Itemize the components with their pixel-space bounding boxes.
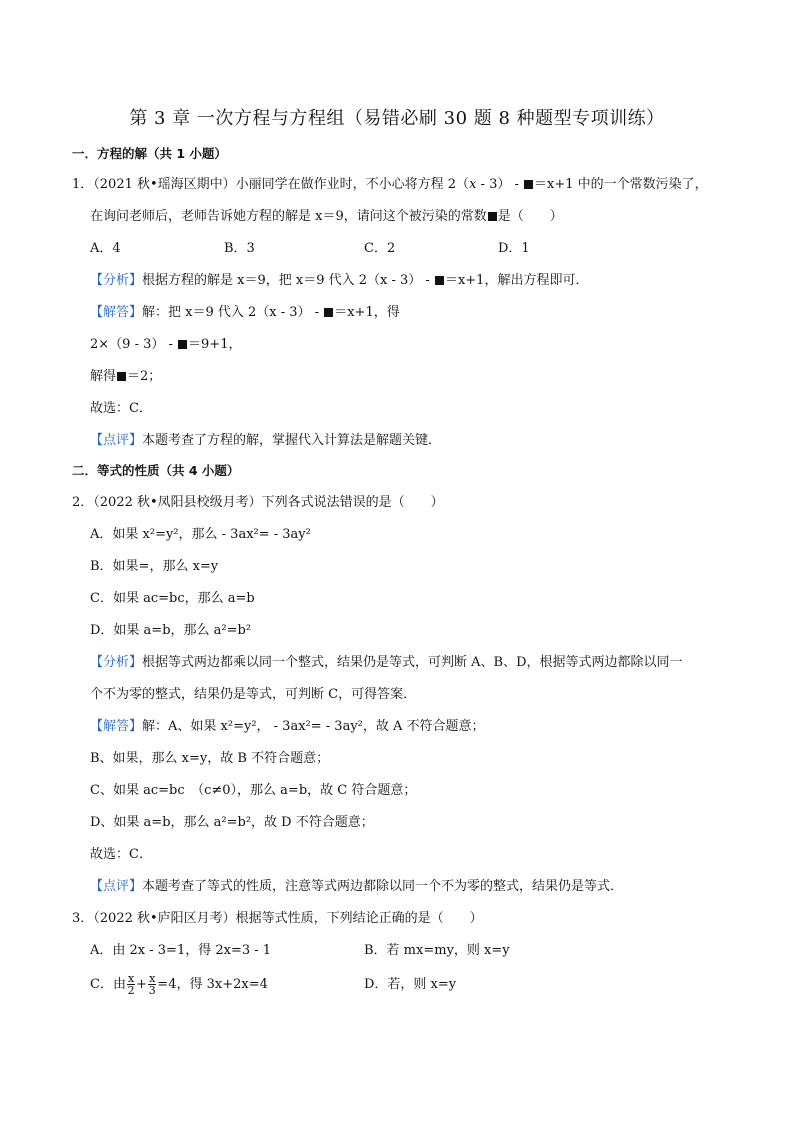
q2-option-a: A．如果 x²=y²，那么 - 3ax²= - 3ay² <box>90 527 311 542</box>
q1-option-a: A．4 <box>90 241 121 256</box>
q1-step-text: 2×（9 - 3） - <box>90 337 178 352</box>
q1-stem-line-1: 1．（2021 秋•瑶海区期中）小丽同学在做作业时，不小心将方程 2（x - 3） - ＝x+1 中的一个常数污染了， <box>72 177 708 192</box>
smudge-square-icon <box>324 308 333 317</box>
q1-analysis-text: 根据方程的解是 x＝9，把 x＝9 代入 2（x - 3） - <box>142 273 434 288</box>
q1-step-1 <box>90 336 241 354</box>
q2-solution-line-1 <box>90 718 485 736</box>
q1-stem-text: ＝x+1 中的一个常数污染了， <box>534 177 708 192</box>
solution-tag: 【解答】 <box>90 719 143 734</box>
q2-option-d: D．如果 a=b，那么 a²=b² <box>90 623 252 638</box>
comment-tag: 【点评】 <box>90 433 143 448</box>
q1-step-text: 解得 <box>90 369 117 384</box>
q1-comment <box>90 432 441 450</box>
q2-answer: 故选：C． <box>90 847 152 862</box>
fraction-numerator: x <box>127 972 135 985</box>
q2-analysis-line-1 <box>90 654 683 672</box>
smudge-square-icon <box>117 372 126 381</box>
smudge-square-icon <box>488 212 497 221</box>
smudge-square-icon <box>435 276 444 285</box>
q2-comment-text: 本题考查了等式的性质，注意等式两边都除以同一个不为零的整式，结果仍是等式． <box>142 879 624 894</box>
q2-solution-line-4: D、如果 a=b，那么 a²=b²，故 D 不符合题意； <box>90 815 374 830</box>
analysis-tag: 【分析】 <box>90 273 143 288</box>
q2-stem: 2．（2022 秋•凤阳县校级月考）下列各式说法错误的是（ ） <box>72 495 444 510</box>
q2-analysis-text: 根据等式两边都乘以同一个整式，结果仍是等式，可判断 A、B、D，根据等式两边都除以同一 <box>142 655 683 670</box>
q1-step-text: ＝2； <box>127 369 162 384</box>
q2-option-c: C．如果 ac=bc，那么 a=b <box>90 591 255 606</box>
q1-option-c: C．2 <box>364 241 396 256</box>
smudge-square-icon <box>524 180 533 189</box>
q1-stem-text: - 3） - <box>476 177 523 192</box>
q2-analysis-line-2: 个不为零的整式，结果仍是等式，可判断 C，可得答案． <box>90 687 417 702</box>
solution-tag: 【解答】 <box>90 305 143 320</box>
comment-tag: 【点评】 <box>90 879 143 894</box>
q1-stem-text: 是（ ） <box>497 209 563 224</box>
q2-option-b: B．如果=，那么 x=y <box>90 559 219 574</box>
q3-option-b: B．若 mx=my，则 x=y <box>364 943 510 958</box>
fraction-numerator: x <box>149 972 156 985</box>
q1-solution <box>90 304 400 322</box>
q3-option-c <box>90 972 268 998</box>
q2-comment <box>90 878 623 896</box>
q3-option-a: A．由 2x - 3=1，得 2x=3 - 1 <box>90 943 272 958</box>
section-heading-2: 二．等式的性质（共 4 小题） <box>72 463 240 478</box>
page-title: 第 3 章 一次方程与方程组（易错必刷 30 题 8 种题型专项训练） <box>129 108 665 129</box>
q1-comment-text: 本题考查了方程的解，掌握代入计算法是解题关键． <box>142 433 442 448</box>
smudge-square-icon <box>178 340 187 349</box>
q1-answer: 故选：C． <box>90 401 152 416</box>
q2-solution-line-2: B、如果，那么 x=y，故 B 不符合题意； <box>90 751 330 766</box>
q3-option-d: D．若，则 x=y <box>364 977 457 992</box>
q1-stem-text: 在询问老师后，老师告诉她方程的解是 x＝9，请问这个被污染的常数 <box>90 209 487 224</box>
q2-solution-text: 解：A、如果 x²=y²， - 3ax²= - 3ay²，故 A 不符合题意； <box>142 719 485 734</box>
fraction-denominator: 2 <box>127 984 135 997</box>
analysis-tag: 【分析】 <box>90 655 143 670</box>
q1-analysis-text: ＝x+1，解出方程即可． <box>444 273 589 288</box>
q1-analysis <box>90 272 588 290</box>
q3-option-c-text: =4，得 3x+2x=4 <box>157 977 268 992</box>
q1-solution-text: 解：把 x＝9 代入 2（x - 3） - <box>142 305 324 320</box>
fraction <box>148 973 156 996</box>
section-heading-1: 一．方程的解（共 1 小题） <box>72 146 227 161</box>
q3-option-c-text: C．由 <box>90 977 126 992</box>
q1-step-text: ＝9+1， <box>188 337 242 352</box>
q3-stem: 3．（2022 秋•庐阳区月考）根据等式性质，下列结论正确的是（ ） <box>72 911 483 926</box>
plus-sign: + <box>136 977 148 992</box>
q1-step-2 <box>90 368 161 386</box>
q1-stem-line-2 <box>90 208 563 226</box>
q1-option-d: D．1 <box>498 241 530 256</box>
q1-solution-text: ＝x+1，得 <box>334 305 400 320</box>
fraction <box>127 973 135 996</box>
fraction-denominator: 3 <box>148 984 156 997</box>
q1-option-b: B．3 <box>224 241 255 256</box>
q2-solution-line-3: C、如果 ac=bc （c≠0），那么 a=b，故 C 符合题意； <box>90 783 417 798</box>
q1-stem-text: 1．（2021 秋•瑶海区期中）小丽同学在做作业时，不小心将方程 2（ <box>72 177 470 192</box>
